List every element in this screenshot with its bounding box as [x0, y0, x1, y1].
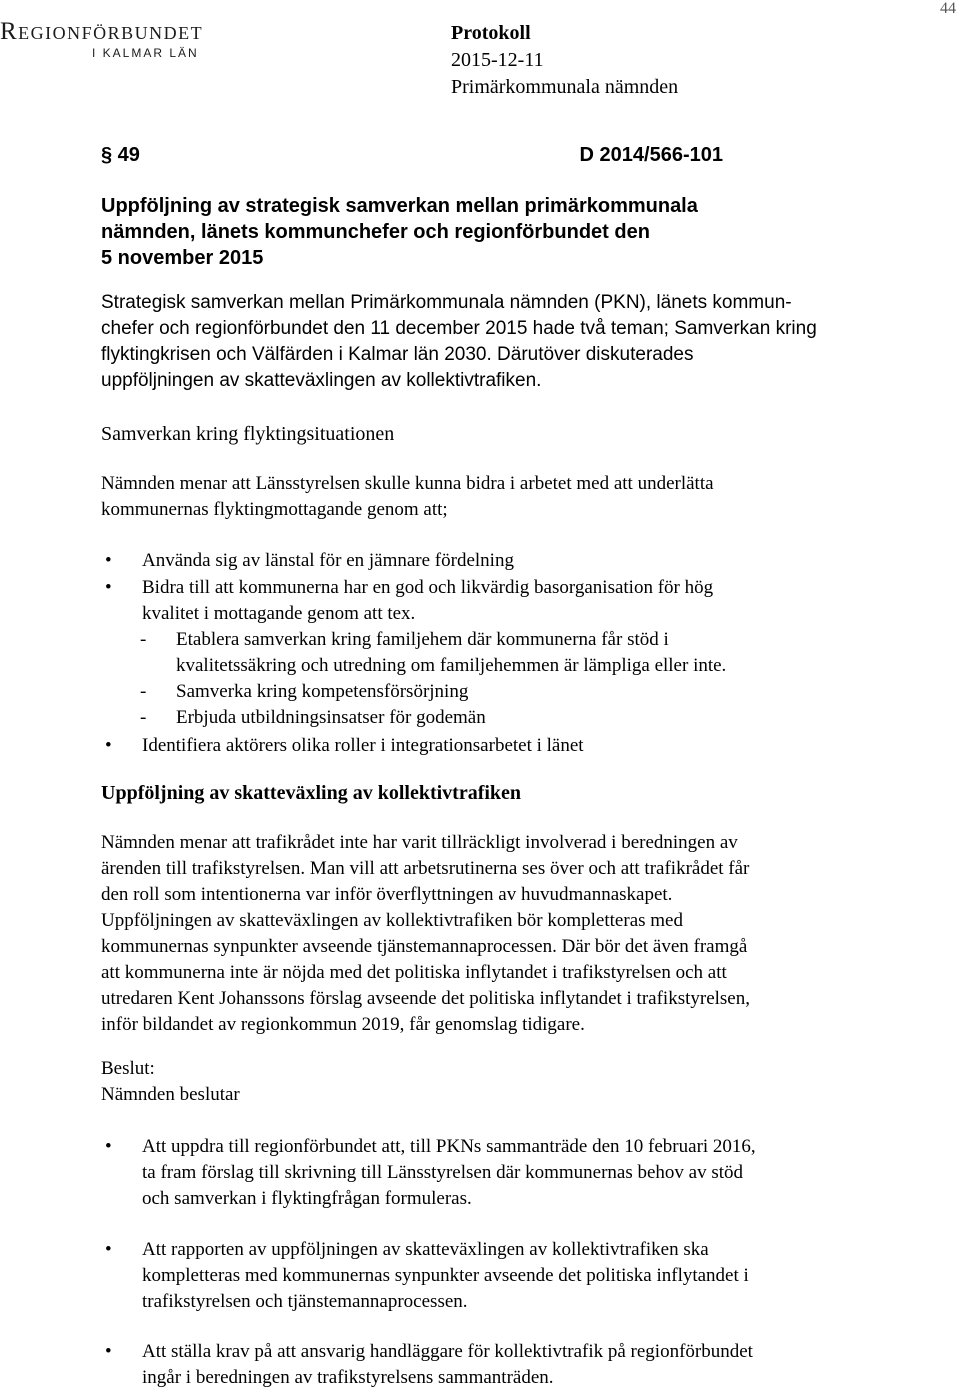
dash-marker: - — [140, 707, 147, 728]
decision-line: Att rapporten av uppföljningen av skatteväxlingen av kollektivtrafiken ska — [142, 1239, 709, 1260]
title-line: nämnden, länets kommunchefer och regionförbundet den — [101, 221, 650, 243]
decision-line: ingår i beredningen av trafikstyrelsens sammanträden. — [142, 1367, 554, 1388]
bullet-line: kvalitet i mottagande genom att tex. — [142, 603, 416, 624]
paragraph-lansstyrelsen — [101, 471, 881, 523]
paragraph-line: ärenden till trafikstyrelsen. Man vill att arbetsrutinerna ses över och att trafikrådet får — [101, 858, 750, 879]
paragraph-line: Nämnden menar att Länsstyrelsen skulle kunna bidra i arbetet med att underlätta — [101, 473, 714, 494]
dash-line: Samverka kring kompetensförsörjning — [176, 681, 469, 702]
beslut-label: Beslut: — [101, 1058, 155, 1079]
paragraph-line: kommunernas flyktingmottagande genom att; — [101, 499, 448, 520]
dash-marker: - — [140, 681, 147, 702]
logo-sub-text: I KALMAR LÄN — [92, 46, 199, 60]
diary-number: D 2014/566-101 — [579, 144, 723, 166]
intro-line: flyktingkrisen och Välfärden i Kalmar län 2030. Därutöver diskuterades — [101, 344, 694, 365]
section-mark: § 49 — [101, 144, 140, 166]
decision-line: och samverkan i flyktingfrågan formuleras. — [142, 1188, 472, 1209]
bullet-icon: • — [105, 1239, 112, 1260]
beslut-intro: Nämnden beslutar — [101, 1084, 240, 1105]
decision-line: trafikstyrelsen och tjänstemannaprocessen. — [142, 1291, 468, 1312]
paragraph-trafikradet — [101, 830, 881, 1038]
intro-line: uppföljningen av skatteväxlingen av kollektivtrafiken. — [101, 370, 542, 391]
decision-line: kompletteras med kommunernas synpunkter avseende det politiska inflytandet i — [142, 1265, 749, 1286]
bullet-line: Identifiera aktörers olika roller i integrationsarbetet i länet — [142, 735, 584, 756]
paragraph-line: Uppföljningen av skatteväxlingen av kollektivtrafiken bör kompletteras med — [101, 910, 683, 931]
paragraph-line: kommunernas synpunkter avseende tjänstemannaprocessen. Där bör det även framgå — [101, 936, 748, 957]
intro-paragraph — [101, 290, 881, 394]
bullet-line: Bidra till att kommunerna har en god och likvärdig basorganisation för hög — [142, 577, 714, 598]
bullet-line: Använda sig av länstal för en jämnare fördelning — [142, 550, 514, 571]
beslut-block — [101, 1056, 881, 1108]
header-body: Primärkommunala nämnden — [451, 76, 679, 98]
section-heading — [101, 144, 723, 167]
paragraph-line: Nämnden menar att trafikrådet inte har varit tillräckligt involverad i beredningen av — [101, 832, 738, 853]
logo-main-text: Regionförbundet — [0, 18, 204, 45]
page-number: 44 — [940, 0, 956, 17]
bullet-icon: • — [105, 1136, 112, 1157]
decision-line: ta fram förslag till skrivning till Länsstyrelsen där kommunernas behov av stöd — [142, 1162, 744, 1183]
bullet-icon: • — [105, 550, 112, 571]
paragraph-line: att kommunerna inte är nöjda med det politiska inflytandet i trafikstyrelsen och att — [101, 962, 727, 983]
title-line: Uppföljning av strategisk samverkan mellan primärkommunala — [101, 195, 698, 217]
header-date: 2015-12-11 — [451, 49, 544, 71]
subheading-flykting: Samverkan kring flyktingsituationen — [101, 423, 395, 445]
paragraph-line: den roll som intentionerna var inför överflyttningen av huvudmannaskapet. — [101, 884, 673, 905]
item-title — [101, 193, 861, 271]
dash-line: kvalitetssäkring och utredning om familjehemmen är lämpliga eller inte. — [176, 655, 727, 676]
paragraph-line: utredaren Kent Johanssons förslag avseende det politiska inflytandet i trafikstyrelsen, — [101, 988, 750, 1009]
regionforbundet-logo — [0, 18, 240, 60]
decision-line: Att uppdra till regionförbundet att, till PKNs sammanträde den 10 februari 2016, — [142, 1136, 756, 1157]
bullet-icon: • — [105, 1341, 112, 1362]
bullet-icon: • — [105, 577, 112, 598]
intro-line: Strategisk samverkan mellan Primärkommunala nämnden (PKN), länets kommun- — [101, 292, 792, 313]
document-header — [451, 20, 678, 101]
paragraph-line: inför bildandet av regionkommun 2019, får genomslag tidigare. — [101, 1014, 585, 1035]
dash-line: Etablera samverkan kring familjehem där kommunerna får stöd i — [176, 629, 669, 650]
intro-line: chefer och regionförbundet den 11 december 2015 hade två teman; Samverkan kring — [101, 318, 817, 339]
bullet-icon: • — [105, 735, 112, 756]
header-title: Protokoll — [451, 22, 531, 44]
dash-marker: - — [140, 629, 147, 650]
subheading-skattevaxling: Uppföljning av skatteväxling av kollektivtrafiken — [101, 782, 522, 804]
dash-line: Erbjuda utbildningsinsatser för godemän — [176, 707, 486, 728]
title-line: 5 november 2015 — [101, 247, 264, 269]
decision-line: Att ställa krav på att ansvarig handläggare för kollektivtrafik på regionförbundet — [142, 1341, 753, 1362]
